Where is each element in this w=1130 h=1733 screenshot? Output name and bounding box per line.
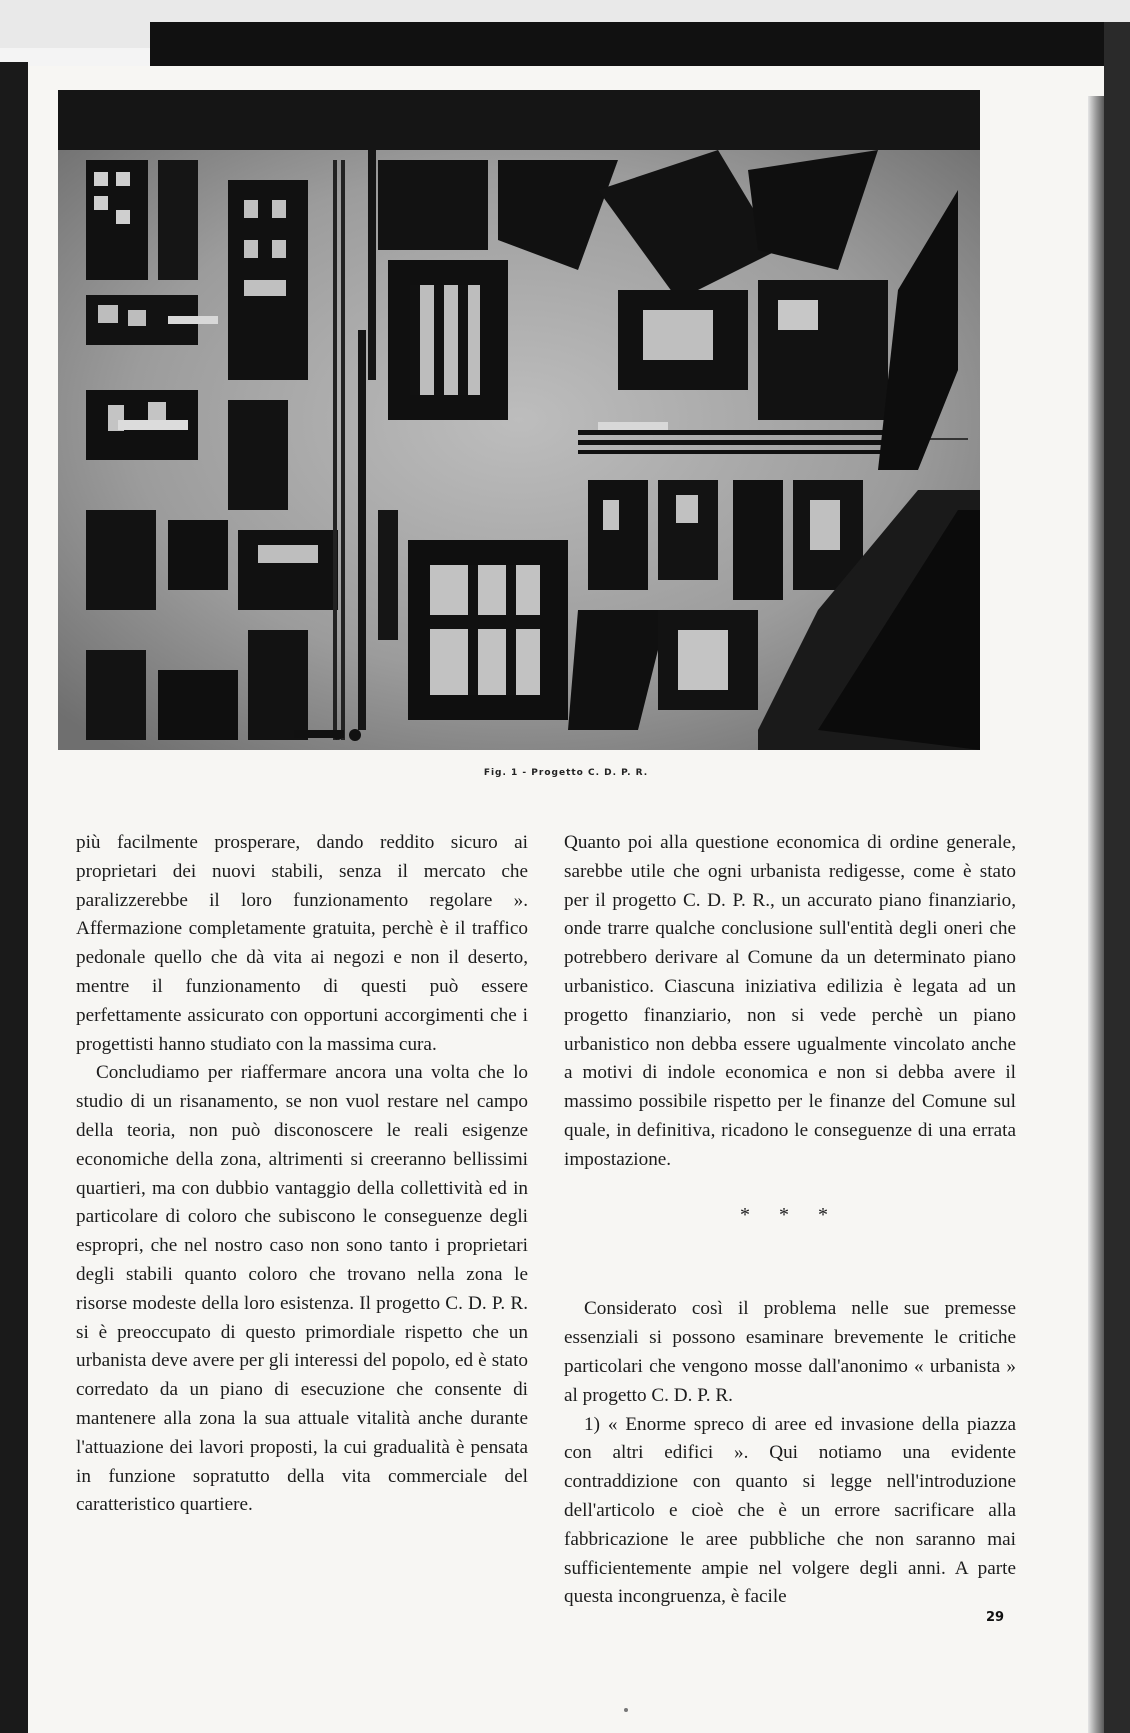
figure-site-plan xyxy=(58,90,980,750)
right-paragraph-3: 1) « Enorme spreco di aree ed invasione della piazza con altri edifici ». Qui notiamo una evidente contraddizione con quanto si legge nell'introduzione dell'articolo e cioè che è un errore sacrificare alla fabbricazione le aree pubbliche che non saranno mai sufficientemente ampie nel volgere degli anni. A parte questa incongruenza, è facile xyxy=(564,1413,1016,1608)
page-number: 29 xyxy=(986,1610,1005,1625)
right-paragraph-2: Considerato così il problema nelle sue premesse essenziali si possono esaminare brevemente le critiche particolari che vengono mosse dall'anonimo « urbanista » al progetto C. D. P. R. xyxy=(564,1298,1016,1406)
scan-speck xyxy=(624,1708,628,1712)
section-divider: * * * xyxy=(740,1203,840,1226)
journal-page xyxy=(28,66,1104,1733)
page-spine-shadow xyxy=(1088,96,1104,1733)
left-paragraph-2: Concludiamo per riaffermare ancora una volta che lo studio di un risanamento, se non vuol restare nel campo della teoria, non può disconoscere le reali esigenze economiche della zona, altrimenti si creeranno bellissimi quartieri, ma con dubbio vantaggio della collettività ed in particolare di coloro che subiscono le conseguenze degli espropri, che nel nostro caso non sono tanto i proprietari degli stabili quanto coloro che trovano nella zona le risorse modeste della loro esistenza. Il progetto C. D. P. R. si è preoccupato di questo primordiale rispetto che un urbanista deve avere per gli interessi del popolo, ed è stato corredato da un piano di esecuzione che consente di mantenere alla zona la sua attuale vitalità anche durante l'attuazione dei lavori proposti, la cui gradualità è pensata in funzione sopratutto della vita commerciale del caratteristico quartiere. xyxy=(76,1062,528,1516)
figure-caption: Fig. 1 - Progetto C. D. P. R. xyxy=(483,768,649,778)
right-column xyxy=(564,829,1016,1612)
scan-shadow-right xyxy=(1104,22,1130,1733)
right-paragraph-1: Quanto poi alla questione economica di ordine generale, sarebbe utile che ogni urbanista redigesse, come è stato per il progetto C. D. P. R., un accurato piano finanziario, onde trarre qualche conclusione sull'entità degli oneri che potrebbero derivare al Comune da un determinato piano urbanistico. Ciascuna iniziativa edilizia è legata ad un progetto finanziario, non si vede perchè un piano urbanistico non debba essere ugualmente vincolato anche a motivi di indole economica e non si debba avere il massimo possibile rispetto per le finanze del Comune sul quale, in definitiva, ricadono le conseguenze di una errata impostazione. xyxy=(564,832,1016,1170)
left-column xyxy=(76,829,528,1520)
left-paragraph-1: più facilmente prosperare, dando reddito sicuro ai proprietari dei nuovi stabili, senza il mercato che paralizzerebbe il loro funzionamento regolare ». Affermazione completamente gratuita, perchè è il traffico pedonale quello che dà vita ai negozi e non il deserto, mentre il funzionamento di questi può essere perfettamente assicurato con opportuni accorgimenti che i progettisti hanno studiato con la massima cura. xyxy=(76,832,528,1055)
scan-shadow-top xyxy=(150,22,1130,70)
scan-shadow-left xyxy=(0,62,28,1733)
site-plan-drawing xyxy=(58,90,980,750)
